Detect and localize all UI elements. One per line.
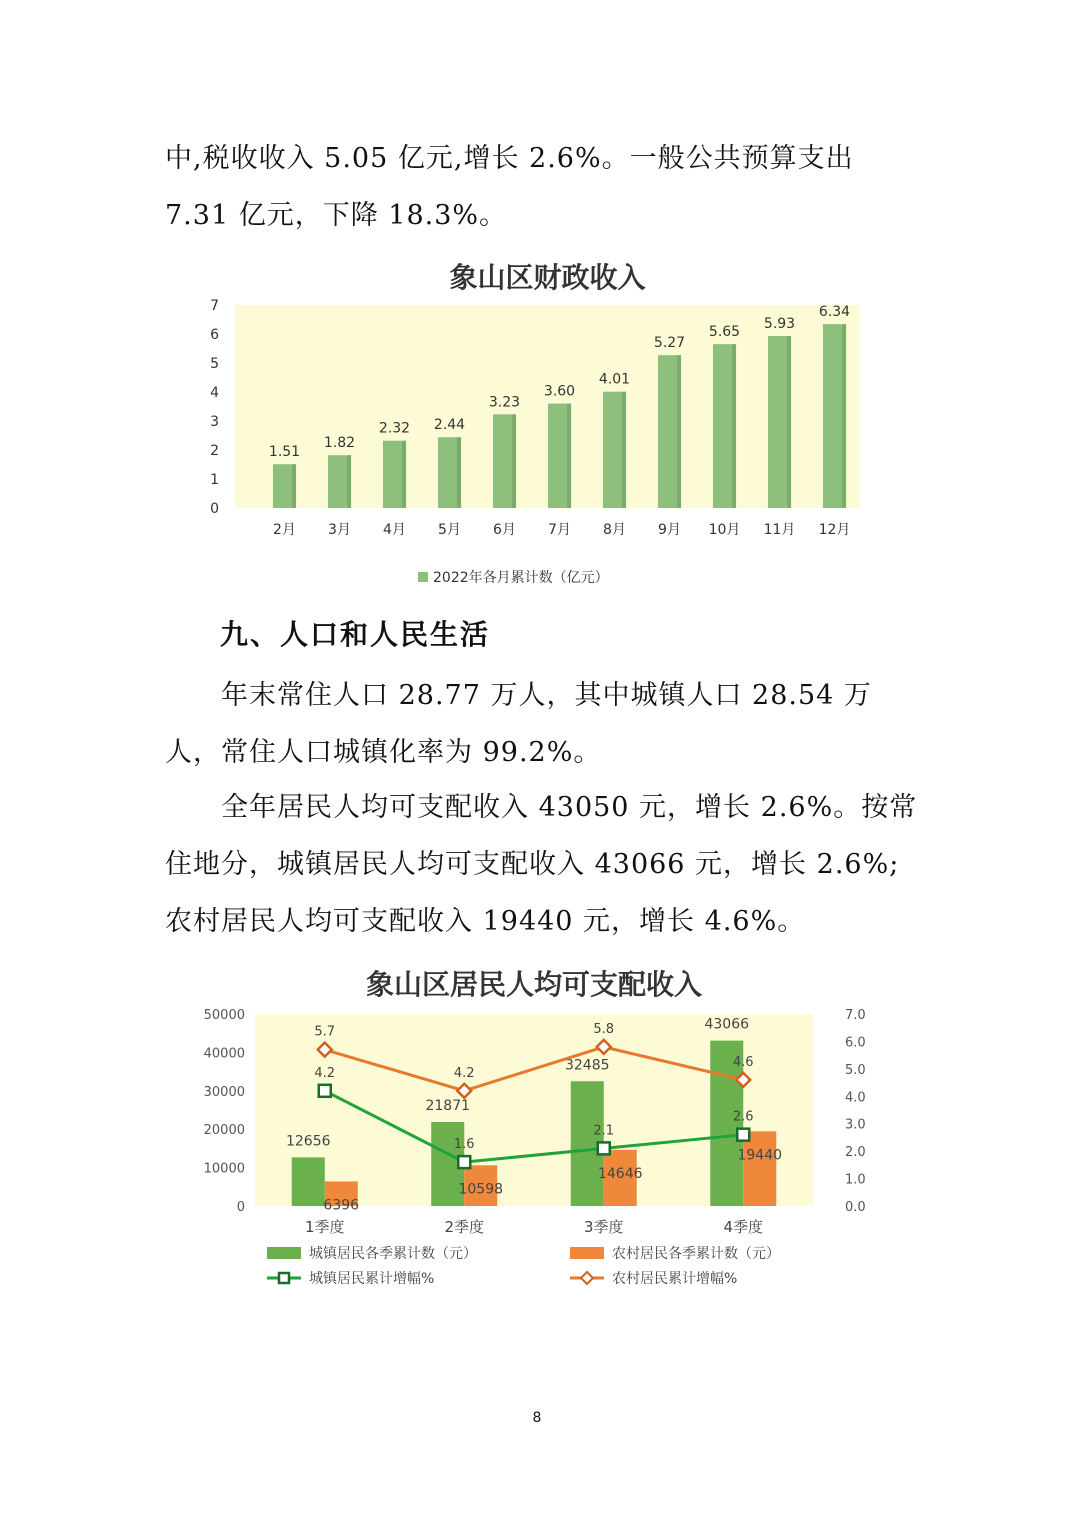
bar-shade <box>567 404 571 508</box>
legend-label: 城镇居民累计增幅% <box>309 1271 435 1287</box>
x-tick-label: 2季度 <box>444 1218 485 1236</box>
x-tick-label: 4季度 <box>723 1218 764 1236</box>
x-tick-label: 7月 <box>548 522 571 538</box>
y2-tick-label: 0.0 <box>845 1200 866 1215</box>
line-value-label: 2.6 <box>732 1109 754 1125</box>
y-tick-label: 20000 <box>203 1123 245 1139</box>
bar-shade <box>347 455 351 508</box>
line-value-label: 1.6 <box>453 1137 475 1153</box>
line-point <box>598 1142 610 1154</box>
y-tick-label: 7 <box>210 298 219 314</box>
x-tick-label: 5月 <box>438 522 461 538</box>
bar-value-label: 3.23 <box>488 394 521 411</box>
y2-tick-label: 1.0 <box>845 1172 866 1188</box>
bar <box>292 1157 325 1206</box>
resident-income-chart <box>195 960 885 1300</box>
y2-tick-label: 5.0 <box>845 1062 866 1078</box>
y-tick-label: 0 <box>210 501 219 517</box>
legend-marker <box>581 1272 593 1284</box>
bar-value-label: 6.34 <box>818 304 851 321</box>
line-point <box>319 1085 331 1097</box>
legend-swatch <box>267 1247 301 1259</box>
y2-tick-label: 2.0 <box>845 1145 866 1161</box>
y-tick-label: 30000 <box>203 1084 245 1100</box>
line-value-label: 4.2 <box>314 1065 336 1081</box>
paragraph-fiscal: 中,税收收入 5.05 亿元,增长 2.6%。一般公共预算支出 7.31 亿元，下降 18.3%。 <box>165 143 854 231</box>
legend-marker <box>279 1273 289 1283</box>
bar-shade <box>677 355 681 508</box>
y2-tick-label: 4.0 <box>845 1090 866 1106</box>
bar-value-label: 19440 <box>737 1147 783 1164</box>
bar-value-label: 5.65 <box>708 324 741 341</box>
y-tick-label: 1 <box>210 472 219 488</box>
bar-value-label: 2.32 <box>378 420 411 437</box>
line-point <box>737 1129 749 1141</box>
legend-label: 2022年各月累计数（亿元） <box>433 570 609 586</box>
bar-shade <box>457 437 461 508</box>
legend-swatch <box>570 1247 604 1259</box>
y2-tick-label: 6.0 <box>845 1035 866 1051</box>
chart-title: 象山区财政收入 <box>449 261 646 294</box>
bar-value-label: 10598 <box>458 1181 504 1198</box>
x-tick-label: 8月 <box>603 522 626 538</box>
bar <box>743 1131 776 1206</box>
y-tick-label: 6 <box>210 327 219 343</box>
fiscal-revenue-chart <box>195 255 875 600</box>
x-tick-label: 6月 <box>493 522 516 538</box>
bar-value-label: 5.93 <box>763 316 796 333</box>
y-tick-label: 3 <box>210 414 219 430</box>
legend-swatch <box>418 572 428 582</box>
y-tick-label: 10000 <box>203 1161 245 1177</box>
bar-value-label: 6396 <box>323 1197 360 1214</box>
bar-value-label: 21871 <box>425 1098 471 1115</box>
line-point <box>458 1156 470 1168</box>
legend-label: 农村居民各季累计数（元） <box>612 1246 780 1262</box>
section-heading: 九、人口和人民生活 <box>220 618 491 651</box>
bar-value-label: 32485 <box>564 1057 610 1074</box>
y-tick-label: 40000 <box>203 1046 245 1062</box>
paragraph-income: 全年居民人均可支配收入 43050 元，增长 2.6%。按常住地分，城镇居民人均可支配收入 43066 元，增长 2.6%; 农村居民人均可支配收入 19440 元，增长 4.6%。 <box>165 792 918 937</box>
bar-shade <box>622 392 626 508</box>
line-value-label: 4.2 <box>453 1065 475 1081</box>
y2-tick-label: 7.0 <box>845 1008 866 1023</box>
bar-shade <box>787 336 791 508</box>
bar-value-label: 1.51 <box>268 444 301 461</box>
x-tick-label: 10月 <box>708 522 741 538</box>
chart-title: 象山区居民人均可支配收入 <box>365 968 703 1001</box>
bar-value-label: 2.44 <box>433 417 466 434</box>
bar-shade <box>292 464 296 508</box>
bar-value-label: 1.82 <box>323 435 356 452</box>
bar-shade <box>842 324 846 508</box>
x-tick-label: 12月 <box>818 522 851 538</box>
bar-value-label: 43066 <box>704 1016 750 1033</box>
y-tick-label: 2 <box>210 443 219 459</box>
line-value-label: 5.7 <box>314 1024 336 1040</box>
y2-tick-label: 3.0 <box>845 1117 866 1133</box>
bar-shade <box>732 344 736 508</box>
line-value-label: 2.1 <box>593 1123 615 1139</box>
x-tick-label: 4月 <box>383 522 406 538</box>
page-number: 8 <box>532 1410 542 1426</box>
bar-value-label: 12656 <box>285 1133 331 1150</box>
legend-label: 农村居民累计增幅% <box>612 1271 738 1287</box>
bar-value-label: 3.60 <box>543 383 576 400</box>
line-value-label: 4.6 <box>732 1054 754 1070</box>
x-tick-label: 1季度 <box>304 1218 345 1236</box>
bar-shade <box>402 441 406 508</box>
bar-value-label: 4.01 <box>598 371 631 388</box>
bar-shade <box>512 414 516 508</box>
bar-value-label: 5.27 <box>653 335 686 352</box>
y-tick-label: 50000 <box>203 1008 245 1023</box>
x-tick-label: 3月 <box>328 522 351 538</box>
y-tick-label: 5 <box>210 356 219 372</box>
x-tick-label: 2月 <box>273 522 296 538</box>
legend-label: 城镇居民各季累计数（元） <box>309 1246 477 1262</box>
bar-value-label: 14646 <box>597 1165 643 1182</box>
y-tick-label: 0 <box>236 1200 245 1215</box>
y-tick-label: 4 <box>210 385 219 401</box>
line-value-label: 5.8 <box>593 1021 615 1037</box>
x-tick-label: 3季度 <box>583 1218 624 1236</box>
paragraph-population: 年末常住人口 28.77 万人，其中城镇人口 28.54 万人，常住人口城镇化率为 99.2%。 <box>165 680 872 768</box>
x-tick-label: 9月 <box>658 522 681 538</box>
x-tick-label: 11月 <box>763 522 796 538</box>
